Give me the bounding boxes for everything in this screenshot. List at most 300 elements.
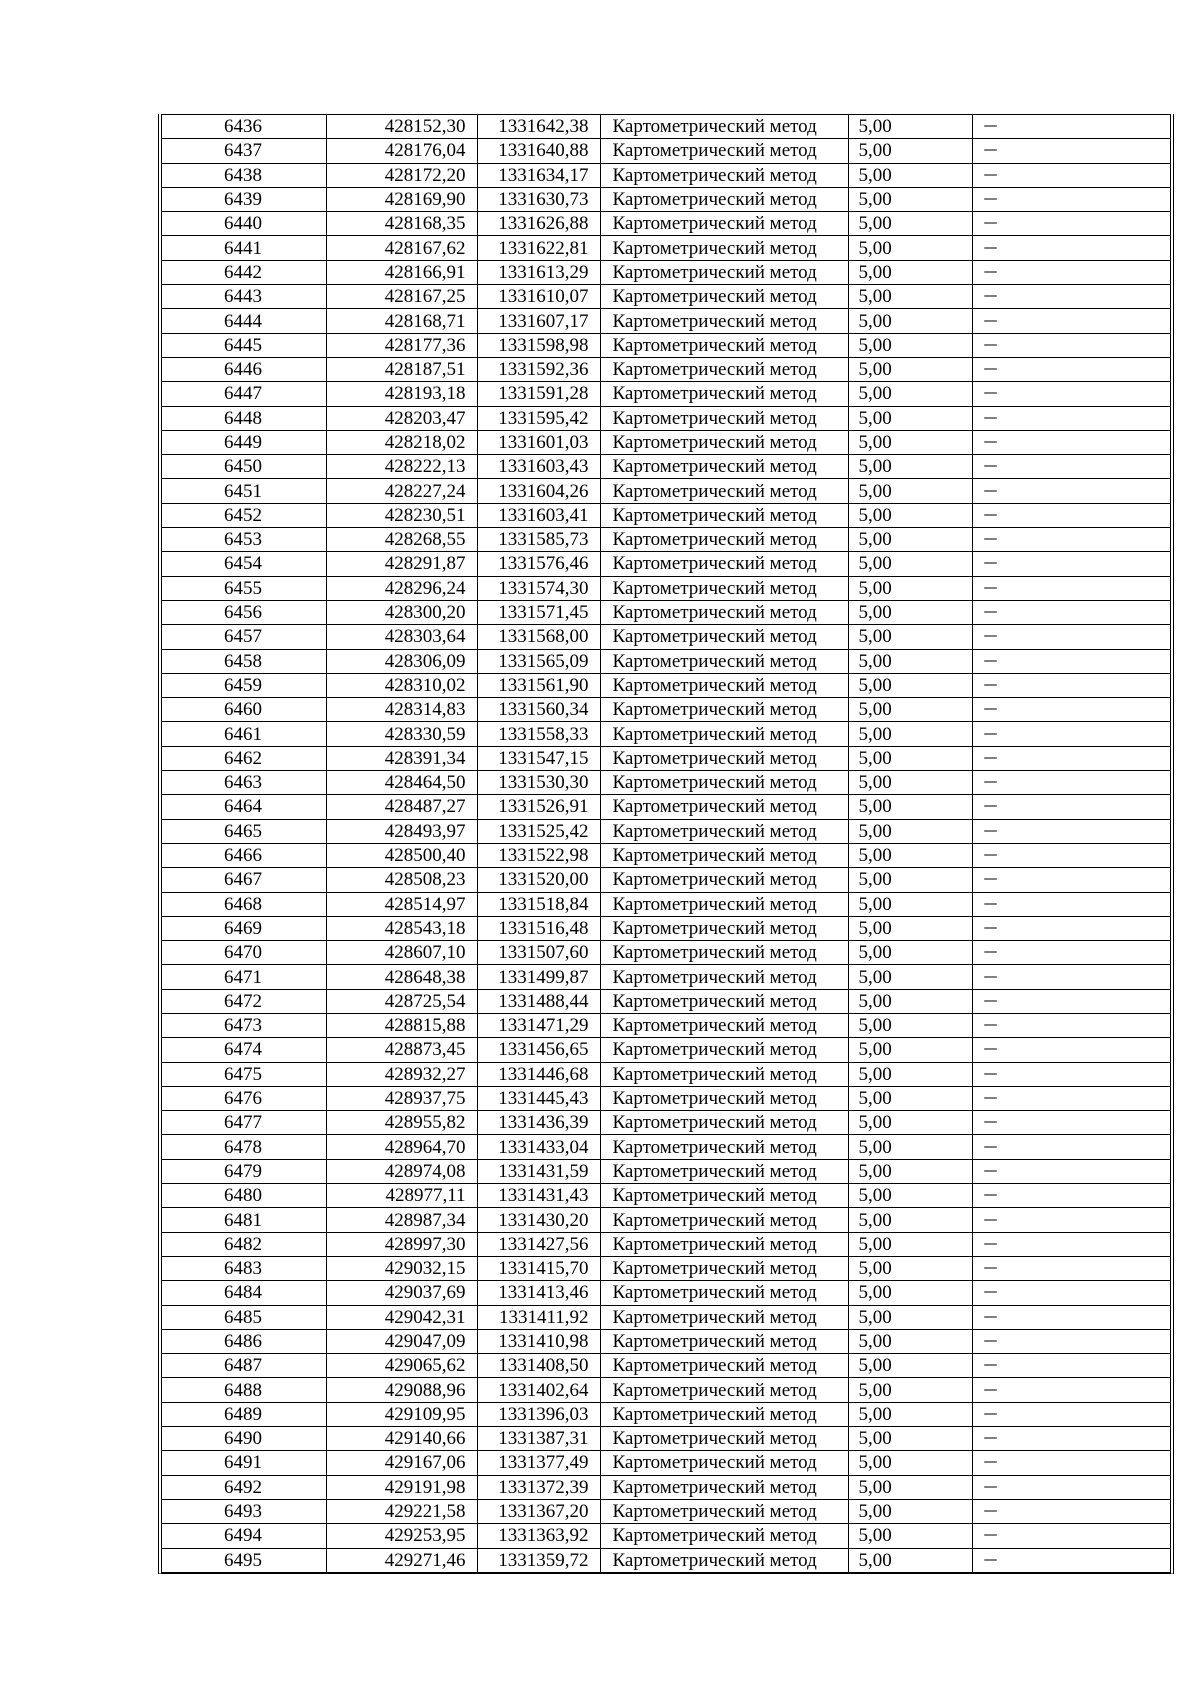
accuracy-cell: 5,00	[848, 1232, 972, 1256]
note-cell: —	[972, 771, 1170, 795]
point-number-cell: 6449	[162, 430, 326, 454]
y-coordinate-cell: 1331430,20	[477, 1208, 600, 1232]
point-number-cell: 6480	[162, 1184, 326, 1208]
method-cell: Картометрический метод	[600, 1086, 848, 1110]
table-row	[162, 1499, 1170, 1523]
note-cell: —	[972, 357, 1170, 381]
x-coordinate-cell: 428177,36	[326, 333, 477, 357]
method-cell: Картометрический метод	[600, 1135, 848, 1159]
y-coordinate-cell: 1331592,36	[477, 357, 600, 381]
note-cell: —	[972, 916, 1170, 940]
x-coordinate-cell: 428310,02	[326, 673, 477, 697]
x-coordinate-cell: 428391,34	[326, 746, 477, 770]
y-coordinate-cell: 1331456,65	[477, 1038, 600, 1062]
y-coordinate-cell: 1331595,42	[477, 406, 600, 430]
accuracy-cell: 5,00	[848, 698, 972, 722]
x-coordinate-cell: 428955,82	[326, 1111, 477, 1135]
table-row	[162, 212, 1170, 236]
point-number-cell: 6490	[162, 1427, 326, 1451]
point-number-cell: 6494	[162, 1524, 326, 1548]
point-number-cell: 6455	[162, 576, 326, 600]
table-row	[162, 989, 1170, 1013]
x-coordinate-cell: 429271,46	[326, 1548, 477, 1572]
y-coordinate-cell: 1331367,20	[477, 1499, 600, 1523]
point-number-cell: 6437	[162, 139, 326, 163]
table-row	[162, 649, 1170, 673]
point-number-cell: 6491	[162, 1451, 326, 1475]
table-row	[162, 1038, 1170, 1062]
note-cell: —	[972, 1329, 1170, 1353]
note-cell: —	[972, 1548, 1170, 1572]
point-number-cell: 6469	[162, 916, 326, 940]
x-coordinate-cell: 429088,96	[326, 1378, 477, 1402]
point-number-cell: 6453	[162, 528, 326, 552]
y-coordinate-cell: 1331601,03	[477, 430, 600, 454]
note-cell: —	[972, 528, 1170, 552]
accuracy-cell: 5,00	[848, 528, 972, 552]
accuracy-cell: 5,00	[848, 1111, 972, 1135]
point-number-cell: 6465	[162, 819, 326, 843]
table-row	[162, 746, 1170, 770]
accuracy-cell: 5,00	[848, 1086, 972, 1110]
note-cell: —	[972, 260, 1170, 284]
method-cell: Картометрический метод	[600, 965, 848, 989]
method-cell: Картометрический метод	[600, 916, 848, 940]
accuracy-cell: 5,00	[848, 1159, 972, 1183]
method-cell: Картометрический метод	[600, 843, 848, 867]
y-coordinate-cell: 1331446,68	[477, 1062, 600, 1086]
table-row	[162, 357, 1170, 381]
x-coordinate-cell: 428167,25	[326, 285, 477, 309]
table-row	[162, 1402, 1170, 1426]
point-number-cell: 6473	[162, 1013, 326, 1037]
accuracy-cell: 5,00	[848, 1013, 972, 1037]
table-row	[162, 115, 1170, 139]
x-coordinate-cell: 428303,64	[326, 625, 477, 649]
table-row	[162, 1427, 1170, 1451]
coordinates-table	[162, 114, 1170, 1573]
y-coordinate-cell: 1331634,17	[477, 163, 600, 187]
x-coordinate-cell: 428500,40	[326, 843, 477, 867]
method-cell: Картометрический метод	[600, 552, 848, 576]
point-number-cell: 6448	[162, 406, 326, 430]
note-cell: —	[972, 187, 1170, 211]
table-row	[162, 382, 1170, 406]
table-row	[162, 1013, 1170, 1037]
point-number-cell: 6446	[162, 357, 326, 381]
method-cell: Картометрический метод	[600, 382, 848, 406]
method-cell: Картометрический метод	[600, 819, 848, 843]
y-coordinate-cell: 1331603,41	[477, 503, 600, 527]
point-number-cell: 6472	[162, 989, 326, 1013]
point-number-cell: 6475	[162, 1062, 326, 1086]
method-cell: Картометрический метод	[600, 1184, 848, 1208]
accuracy-cell: 5,00	[848, 1305, 972, 1329]
point-number-cell: 6482	[162, 1232, 326, 1256]
y-coordinate-cell: 1331626,88	[477, 212, 600, 236]
note-cell: —	[972, 1281, 1170, 1305]
table-row	[162, 430, 1170, 454]
note-cell: —	[972, 1038, 1170, 1062]
point-number-cell: 6441	[162, 236, 326, 260]
table-row	[162, 1329, 1170, 1353]
table-row	[162, 868, 1170, 892]
y-coordinate-cell: 1331377,49	[477, 1451, 600, 1475]
x-coordinate-cell: 429047,09	[326, 1329, 477, 1353]
y-coordinate-cell: 1331547,15	[477, 746, 600, 770]
accuracy-cell: 5,00	[848, 406, 972, 430]
x-coordinate-cell: 429221,58	[326, 1499, 477, 1523]
y-coordinate-cell: 1331630,73	[477, 187, 600, 211]
y-coordinate-cell: 1331568,00	[477, 625, 600, 649]
method-cell: Картометрический метод	[600, 139, 848, 163]
y-coordinate-cell: 1331387,31	[477, 1427, 600, 1451]
table-row	[162, 600, 1170, 624]
accuracy-cell: 5,00	[848, 649, 972, 673]
note-cell: —	[972, 1232, 1170, 1256]
method-cell: Картометрический метод	[600, 503, 848, 527]
method-cell: Картометрический метод	[600, 1524, 848, 1548]
accuracy-cell: 5,00	[848, 139, 972, 163]
accuracy-cell: 5,00	[848, 285, 972, 309]
x-coordinate-cell: 428168,71	[326, 309, 477, 333]
note-cell: —	[972, 1305, 1170, 1329]
note-cell: —	[972, 455, 1170, 479]
point-number-cell: 6450	[162, 455, 326, 479]
x-coordinate-cell: 428974,08	[326, 1159, 477, 1183]
note-cell: —	[972, 1402, 1170, 1426]
table-row	[162, 1135, 1170, 1159]
accuracy-cell: 5,00	[848, 1427, 972, 1451]
note-cell: —	[972, 625, 1170, 649]
table-row	[162, 722, 1170, 746]
note-cell: —	[972, 309, 1170, 333]
accuracy-cell: 5,00	[848, 941, 972, 965]
accuracy-cell: 5,00	[848, 1208, 972, 1232]
x-coordinate-cell: 429140,66	[326, 1427, 477, 1451]
y-coordinate-cell: 1331427,56	[477, 1232, 600, 1256]
method-cell: Картометрический метод	[600, 795, 848, 819]
table-row	[162, 503, 1170, 527]
point-number-cell: 6451	[162, 479, 326, 503]
method-cell: Картометрический метод	[600, 868, 848, 892]
point-number-cell: 6483	[162, 1256, 326, 1280]
note-cell: —	[972, 868, 1170, 892]
accuracy-cell: 5,00	[848, 333, 972, 357]
note-cell: —	[972, 1086, 1170, 1110]
y-coordinate-cell: 1331488,44	[477, 989, 600, 1013]
y-coordinate-cell: 1331413,46	[477, 1281, 600, 1305]
method-cell: Картометрический метод	[600, 1329, 848, 1353]
x-coordinate-cell: 428168,35	[326, 212, 477, 236]
method-cell: Картометрический метод	[600, 309, 848, 333]
table-row	[162, 1548, 1170, 1572]
x-coordinate-cell: 429191,98	[326, 1475, 477, 1499]
y-coordinate-cell: 1331585,73	[477, 528, 600, 552]
x-coordinate-cell: 428227,24	[326, 479, 477, 503]
x-coordinate-cell: 428218,02	[326, 430, 477, 454]
note-cell: —	[972, 1451, 1170, 1475]
y-coordinate-cell: 1331640,88	[477, 139, 600, 163]
table-row	[162, 285, 1170, 309]
x-coordinate-cell: 428291,87	[326, 552, 477, 576]
note-cell: —	[972, 1354, 1170, 1378]
x-coordinate-cell: 428493,97	[326, 819, 477, 843]
y-coordinate-cell: 1331576,46	[477, 552, 600, 576]
table-row	[162, 916, 1170, 940]
coordinates-table-body	[162, 115, 1170, 1573]
y-coordinate-cell: 1331363,92	[477, 1524, 600, 1548]
table-row	[162, 260, 1170, 284]
point-number-cell: 6485	[162, 1305, 326, 1329]
x-coordinate-cell: 428464,50	[326, 771, 477, 795]
table-row	[162, 479, 1170, 503]
y-coordinate-cell: 1331499,87	[477, 965, 600, 989]
method-cell: Картометрический метод	[600, 1013, 848, 1037]
x-coordinate-cell: 428997,30	[326, 1232, 477, 1256]
x-coordinate-cell: 429037,69	[326, 1281, 477, 1305]
point-number-cell: 6462	[162, 746, 326, 770]
table-row	[162, 1086, 1170, 1110]
accuracy-cell: 5,00	[848, 187, 972, 211]
x-coordinate-cell: 428964,70	[326, 1135, 477, 1159]
accuracy-cell: 5,00	[848, 479, 972, 503]
method-cell: Картометрический метод	[600, 1232, 848, 1256]
point-number-cell: 6486	[162, 1329, 326, 1353]
point-number-cell: 6484	[162, 1281, 326, 1305]
note-cell: —	[972, 115, 1170, 139]
y-coordinate-cell: 1331574,30	[477, 576, 600, 600]
note-cell: —	[972, 649, 1170, 673]
method-cell: Картометрический метод	[600, 406, 848, 430]
accuracy-cell: 5,00	[848, 965, 972, 989]
point-number-cell: 6476	[162, 1086, 326, 1110]
method-cell: Картометрический метод	[600, 1499, 848, 1523]
x-coordinate-cell: 428977,11	[326, 1184, 477, 1208]
accuracy-cell: 5,00	[848, 746, 972, 770]
table-row	[162, 673, 1170, 697]
table-row	[162, 1256, 1170, 1280]
x-coordinate-cell: 429109,95	[326, 1402, 477, 1426]
table-row	[162, 309, 1170, 333]
x-coordinate-cell: 428932,27	[326, 1062, 477, 1086]
x-coordinate-cell: 429167,06	[326, 1451, 477, 1475]
x-coordinate-cell: 428187,51	[326, 357, 477, 381]
note-cell: —	[972, 819, 1170, 843]
table-row	[162, 625, 1170, 649]
point-number-cell: 6492	[162, 1475, 326, 1499]
note-cell: —	[972, 1499, 1170, 1523]
accuracy-cell: 5,00	[848, 455, 972, 479]
table-row	[162, 552, 1170, 576]
table-row	[162, 1111, 1170, 1135]
note-cell: —	[972, 430, 1170, 454]
accuracy-cell: 5,00	[848, 916, 972, 940]
x-coordinate-cell: 428487,27	[326, 795, 477, 819]
method-cell: Картометрический метод	[600, 746, 848, 770]
note-cell: —	[972, 698, 1170, 722]
accuracy-cell: 5,00	[848, 843, 972, 867]
note-cell: —	[972, 576, 1170, 600]
y-coordinate-cell: 1331603,43	[477, 455, 600, 479]
y-coordinate-cell: 1331622,81	[477, 236, 600, 260]
table-row	[162, 1159, 1170, 1183]
y-coordinate-cell: 1331516,48	[477, 916, 600, 940]
table-row	[162, 236, 1170, 260]
point-number-cell: 6479	[162, 1159, 326, 1183]
table-row	[162, 1281, 1170, 1305]
table-row	[162, 795, 1170, 819]
point-number-cell: 6470	[162, 941, 326, 965]
method-cell: Картометрический метод	[600, 528, 848, 552]
method-cell: Картометрический метод	[600, 455, 848, 479]
table-row	[162, 771, 1170, 795]
point-number-cell: 6442	[162, 260, 326, 284]
point-number-cell: 6457	[162, 625, 326, 649]
method-cell: Картометрический метод	[600, 1427, 848, 1451]
y-coordinate-cell: 1331520,00	[477, 868, 600, 892]
table-row	[162, 843, 1170, 867]
y-coordinate-cell: 1331411,92	[477, 1305, 600, 1329]
accuracy-cell: 5,00	[848, 722, 972, 746]
accuracy-cell: 5,00	[848, 552, 972, 576]
y-coordinate-cell: 1331591,28	[477, 382, 600, 406]
y-coordinate-cell: 1331610,07	[477, 285, 600, 309]
y-coordinate-cell: 1331530,30	[477, 771, 600, 795]
method-cell: Картометрический метод	[600, 771, 848, 795]
accuracy-cell: 5,00	[848, 625, 972, 649]
x-coordinate-cell: 428648,38	[326, 965, 477, 989]
y-coordinate-cell: 1331565,09	[477, 649, 600, 673]
accuracy-cell: 5,00	[848, 576, 972, 600]
y-coordinate-cell: 1331396,03	[477, 1402, 600, 1426]
accuracy-cell: 5,00	[848, 795, 972, 819]
method-cell: Картометрический метод	[600, 1038, 848, 1062]
table-row	[162, 406, 1170, 430]
accuracy-cell: 5,00	[848, 357, 972, 381]
note-cell: —	[972, 479, 1170, 503]
x-coordinate-cell: 428172,20	[326, 163, 477, 187]
y-coordinate-cell: 1331402,64	[477, 1378, 600, 1402]
table-row	[162, 139, 1170, 163]
note-cell: —	[972, 1475, 1170, 1499]
x-coordinate-cell: 428193,18	[326, 382, 477, 406]
note-cell: —	[972, 673, 1170, 697]
point-number-cell: 6447	[162, 382, 326, 406]
point-number-cell: 6456	[162, 600, 326, 624]
table-row	[162, 455, 1170, 479]
method-cell: Картометрический метод	[600, 430, 848, 454]
note-cell: —	[972, 892, 1170, 916]
method-cell: Картометрический метод	[600, 1159, 848, 1183]
accuracy-cell: 5,00	[848, 1354, 972, 1378]
y-coordinate-cell: 1331518,84	[477, 892, 600, 916]
method-cell: Картометрический метод	[600, 722, 848, 746]
note-cell: —	[972, 746, 1170, 770]
coordinates-table-container	[158, 114, 1174, 1574]
point-number-cell: 6488	[162, 1378, 326, 1402]
table-row	[162, 819, 1170, 843]
method-cell: Картометрический метод	[600, 479, 848, 503]
note-cell: —	[972, 1256, 1170, 1280]
note-cell: —	[972, 1111, 1170, 1135]
note-cell: —	[972, 1524, 1170, 1548]
y-coordinate-cell: 1331560,34	[477, 698, 600, 722]
x-coordinate-cell: 429042,31	[326, 1305, 477, 1329]
point-number-cell: 6440	[162, 212, 326, 236]
accuracy-cell: 5,00	[848, 1062, 972, 1086]
method-cell: Картометрический метод	[600, 1111, 848, 1135]
table-row	[162, 1184, 1170, 1208]
method-cell: Картометрический метод	[600, 236, 848, 260]
table-row	[162, 892, 1170, 916]
y-coordinate-cell: 1331604,26	[477, 479, 600, 503]
x-coordinate-cell: 428987,34	[326, 1208, 477, 1232]
x-coordinate-cell: 428169,90	[326, 187, 477, 211]
method-cell: Картометрический метод	[600, 1402, 848, 1426]
note-cell: —	[972, 406, 1170, 430]
y-coordinate-cell: 1331507,60	[477, 941, 600, 965]
accuracy-cell: 5,00	[848, 430, 972, 454]
method-cell: Картометрический метод	[600, 115, 848, 139]
x-coordinate-cell: 429253,95	[326, 1524, 477, 1548]
accuracy-cell: 5,00	[848, 1135, 972, 1159]
method-cell: Картометрический метод	[600, 625, 848, 649]
point-number-cell: 6463	[162, 771, 326, 795]
point-number-cell: 6474	[162, 1038, 326, 1062]
note-cell: —	[972, 965, 1170, 989]
note-cell: —	[972, 1378, 1170, 1402]
point-number-cell: 6495	[162, 1548, 326, 1572]
x-coordinate-cell: 428167,62	[326, 236, 477, 260]
x-coordinate-cell: 428222,13	[326, 455, 477, 479]
accuracy-cell: 5,00	[848, 673, 972, 697]
method-cell: Картометрический метод	[600, 576, 848, 600]
accuracy-cell: 5,00	[848, 1548, 972, 1572]
point-number-cell: 6468	[162, 892, 326, 916]
point-number-cell: 6471	[162, 965, 326, 989]
point-number-cell: 6444	[162, 309, 326, 333]
accuracy-cell: 5,00	[848, 260, 972, 284]
point-number-cell: 6438	[162, 163, 326, 187]
accuracy-cell: 5,00	[848, 1524, 972, 1548]
y-coordinate-cell: 1331372,39	[477, 1475, 600, 1499]
method-cell: Картометрический метод	[600, 187, 848, 211]
x-coordinate-cell: 428268,55	[326, 528, 477, 552]
accuracy-cell: 5,00	[848, 1499, 972, 1523]
point-number-cell: 6489	[162, 1402, 326, 1426]
method-cell: Картометрический метод	[600, 989, 848, 1013]
table-row	[162, 1232, 1170, 1256]
note-cell: —	[972, 503, 1170, 527]
accuracy-cell: 5,00	[848, 309, 972, 333]
point-number-cell: 6481	[162, 1208, 326, 1232]
method-cell: Картометрический метод	[600, 285, 848, 309]
y-coordinate-cell: 1331433,04	[477, 1135, 600, 1159]
table-row	[162, 1305, 1170, 1329]
table-row	[162, 1451, 1170, 1475]
note-cell: —	[972, 1013, 1170, 1037]
accuracy-cell: 5,00	[848, 771, 972, 795]
point-number-cell: 6452	[162, 503, 326, 527]
y-coordinate-cell: 1331359,72	[477, 1548, 600, 1572]
method-cell: Картометрический метод	[600, 1451, 848, 1475]
accuracy-cell: 5,00	[848, 892, 972, 916]
y-coordinate-cell: 1331436,39	[477, 1111, 600, 1135]
method-cell: Картометрический метод	[600, 1548, 848, 1572]
y-coordinate-cell: 1331415,70	[477, 1256, 600, 1280]
x-coordinate-cell: 428176,04	[326, 139, 477, 163]
